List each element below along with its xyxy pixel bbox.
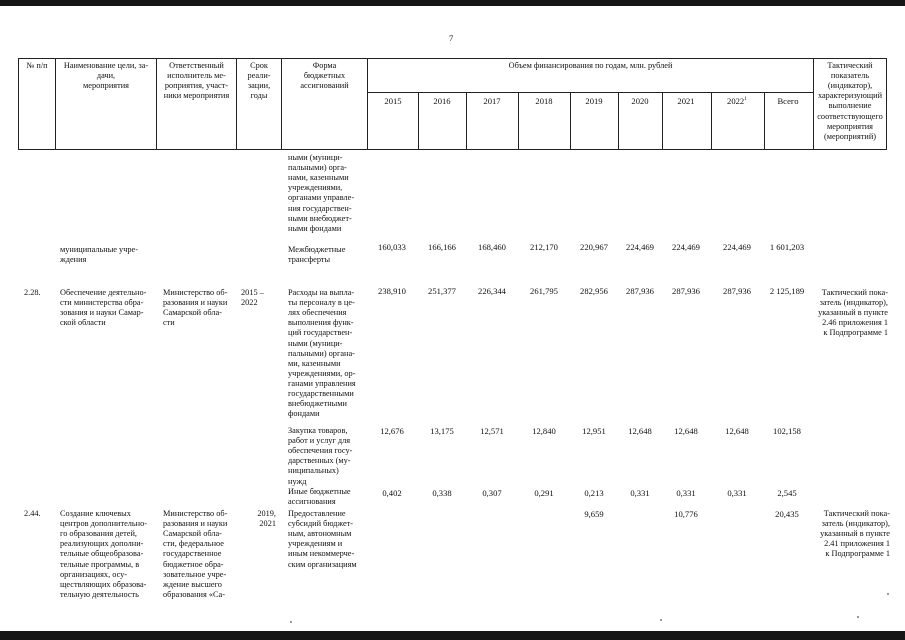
col-line xyxy=(618,92,619,150)
value-2021: 287,936 xyxy=(672,286,700,296)
row-term: 2019, 2021 xyxy=(257,509,276,529)
value-total: 20,435 xyxy=(775,509,799,519)
header-executor: Ответственный исполнитель ме- роприятия, участ- ники мероприятия xyxy=(163,61,230,101)
value-2015: 160,033 xyxy=(378,242,406,252)
value-2020: 0,331 xyxy=(630,488,650,498)
header-finance: Объем финансирования по годам, млн. рублей xyxy=(508,61,673,70)
year-2021: 2021 xyxy=(677,96,695,106)
value-2022: 0,331 xyxy=(727,488,747,498)
col-line xyxy=(662,92,663,150)
row-name: Создание ключевых центров дополнительно- го образования детей, реализующих дополни- тельные общеобразова- тельные программы, в организациях, осу- ществляющих образова- тельную деятельность xyxy=(60,509,148,599)
row-executor: Министерство об- разования и науки Самарской обла- сти xyxy=(163,288,228,328)
col-line xyxy=(518,92,519,150)
value-2022: 12,648 xyxy=(725,426,749,436)
value-2021: 10,776 xyxy=(674,509,698,519)
row-indicator: Тактический пока- затель (индикатор), указанный в пункте 2.41 приложения 1 к Подпрограмме 1 xyxy=(820,509,890,559)
value-2019: 282,956 xyxy=(580,286,608,296)
row-number: 2.44. xyxy=(24,509,41,518)
value-total: 2,545 xyxy=(777,488,797,498)
value-2020: 224,469 xyxy=(626,242,654,252)
col-line xyxy=(711,92,712,150)
scan-speck xyxy=(290,621,292,623)
year-total: Всего xyxy=(777,96,799,106)
value-2021: 12,648 xyxy=(674,426,698,436)
value-2020: 12,648 xyxy=(628,426,652,436)
col-line xyxy=(418,92,419,150)
year-2018: 2018 xyxy=(535,96,553,106)
value-2016: 166,166 xyxy=(428,242,456,252)
col-line xyxy=(466,92,467,150)
value-2015: 0,402 xyxy=(382,488,402,498)
value-2018: 212,170 xyxy=(530,242,558,252)
scan-speck xyxy=(887,593,889,595)
value-2015: 12,676 xyxy=(380,426,404,436)
header-name: Наименование цели, за- дачи, мероприятия xyxy=(63,61,149,91)
value-2016: 13,175 xyxy=(430,426,454,436)
row-name: муниципальные учре- ждения xyxy=(60,245,138,265)
row-form: Межбюджетные трансферты xyxy=(288,245,346,265)
header-num: № п/п xyxy=(26,61,48,70)
year-2019: 2019 xyxy=(585,96,603,106)
row-form: Расходы на выпла- ты персоналу в це- лях обеспечения выполнения функ- ций государствен- ными (муници- пальными) органа- ми, казенными учреждениями, ор- ганами управления государственными внебюджетными фондами xyxy=(288,288,356,419)
continued-form-text: ными (муници- пальными) орга- нами, казенными учреждениями, органами управле- ния государствен- ными внебюджет- ными фондами xyxy=(288,153,355,233)
row-name: Обеспечение деятельно- сти министерства обра- зования и науки Самар- ской области xyxy=(60,288,147,328)
value-total: 1 601,203 xyxy=(769,242,805,252)
bottom-scan-border xyxy=(0,631,905,640)
page-number: 7 xyxy=(449,33,454,43)
value-2020: 287,936 xyxy=(626,286,654,296)
value-2019: 9,659 xyxy=(584,509,604,519)
year-2016: 2016 xyxy=(433,96,451,106)
col-line xyxy=(18,58,19,150)
row-form: Иные бюджетные ассигнования xyxy=(288,487,351,507)
year-2022: 2022$^1$ xyxy=(727,96,747,106)
year-2015: 2015 xyxy=(384,96,402,106)
header-bottom-rule xyxy=(18,149,886,150)
value-2018: 0,291 xyxy=(534,488,554,498)
value-2017: 12,571 xyxy=(480,426,504,436)
row-term: 2015 – 2022 xyxy=(241,288,264,308)
value-2021: 0,331 xyxy=(676,488,696,498)
top-scan-border xyxy=(0,0,905,6)
year-2020: 2020 xyxy=(631,96,649,106)
row-executor: Министерство об- разования и науки Самарской обла- сти, федеральное государственное бюджетное обра- зовательное учре- ждение высшего образования «Са- xyxy=(163,509,228,599)
value-total: 2 125,189 xyxy=(769,286,805,296)
value-2015: 238,910 xyxy=(378,286,406,296)
value-2022: 224,469 xyxy=(723,242,751,252)
header-year-rule xyxy=(367,92,813,93)
row-form: Предоставление субсидий бюджет- ным, автономным учреждениям и иным некоммерче- ским организациям xyxy=(288,509,357,569)
scan-speck xyxy=(857,616,859,618)
row-indicator: Тактический пока- затель (индикатор), указанный в пункте 2.46 приложения 1 к Подпрограмме 1 xyxy=(818,288,888,338)
value-2017: 226,344 xyxy=(478,286,506,296)
value-2017: 168,460 xyxy=(478,242,506,252)
col-line xyxy=(367,58,368,150)
row-number: 2.28. xyxy=(24,288,41,297)
value-2019: 0,213 xyxy=(584,488,604,498)
col-line xyxy=(886,58,887,150)
header-form: Форма бюджетных ассигнований xyxy=(300,61,349,91)
header-indicator: Тактический показатель (индикатор), характеризующий выполнение соответствующего мероприятия (мероприятий) xyxy=(817,61,883,141)
value-2022: 287,936 xyxy=(723,286,751,296)
year-2017: 2017 xyxy=(483,96,501,106)
value-2018: 12,840 xyxy=(532,426,556,436)
value-2016: 0,338 xyxy=(432,488,452,498)
footnote-mark: 1 xyxy=(744,96,747,103)
header-term: Срок реали- зации, годы xyxy=(247,61,271,101)
value-2016: 251,377 xyxy=(428,286,456,296)
header-top-rule xyxy=(18,58,886,59)
value-2017: 0,307 xyxy=(482,488,502,498)
value-2019: 12,951 xyxy=(582,426,606,436)
value-2019: 220,967 xyxy=(580,242,608,252)
value-total: 102,158 xyxy=(773,426,801,436)
col-line xyxy=(764,92,765,150)
col-line xyxy=(570,92,571,150)
value-2018: 261,795 xyxy=(530,286,558,296)
value-2021: 224,469 xyxy=(672,242,700,252)
scan-speck xyxy=(660,619,662,621)
row-form: Закупка товаров, работ и услуг для обеспечения госу- дарственных (му- ниципальных) нужд xyxy=(288,426,353,486)
